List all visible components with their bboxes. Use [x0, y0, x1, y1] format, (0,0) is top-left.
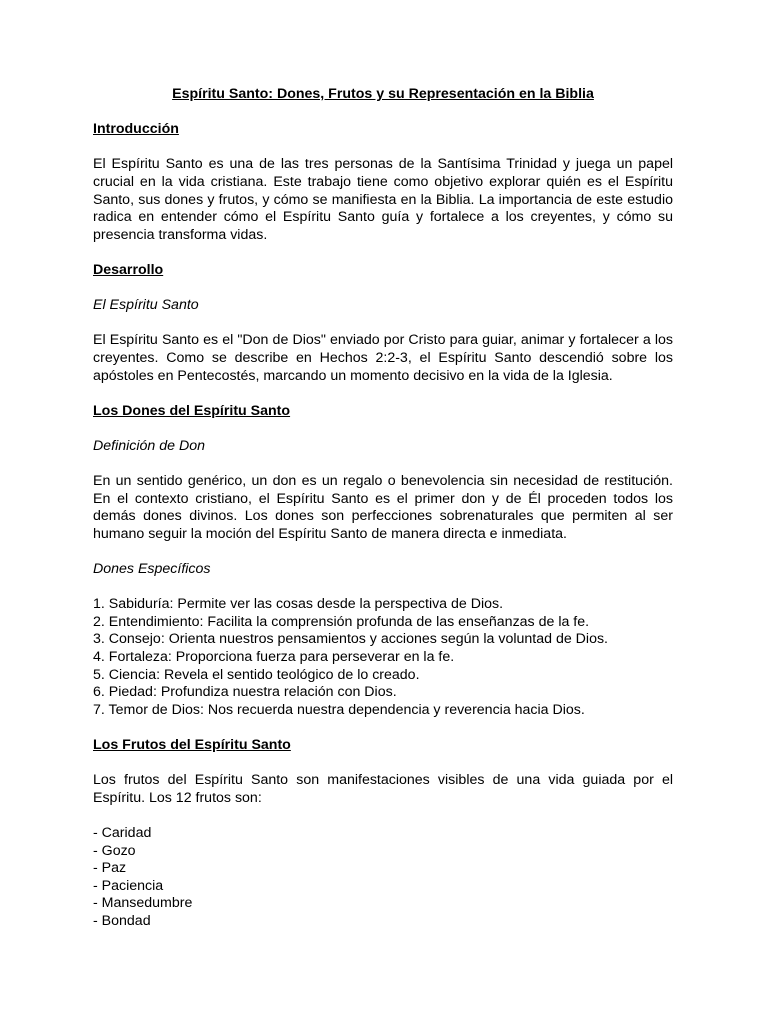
definicion-paragraph: En un sentido genérico, un don es un regalo o benevolencia sin necesidad de restitución. En el contexto cristiano, el Espíritu Santo es el primer don y de Él proceden todos los demás dones divinos. Los dones son perfecciones sobrenaturales que permiten al ser humano seguir la moción del Espíritu Santo de manera directa e inmediata.: [93, 473, 673, 542]
list-item: 6. Piedad: Profundiza nuestra relación con Dios.: [93, 684, 397, 701]
intro-paragraph: El Espíritu Santo es una de las tres personas de la Santísima Trinidad y juega un papel crucial en la vida cristiana. Este trabajo tiene como objetivo explorar quién es el Espíritu Santo, sus dones y frutos, y cómo se manifiesta en la Biblia. La importancia de este estudio radica en entender cómo el Espíritu Santo guía y fortalece a los creyentes, y cómo su presencia transforma vidas.: [93, 156, 673, 243]
list-item: 3. Consejo: Orienta nuestros pensamientos y acciones según la voluntad de Dios.: [93, 631, 608, 648]
list-item: 1. Sabiduría: Permite ver las cosas desde la perspectiva de Dios.: [93, 596, 504, 613]
frutos-list: [93, 825, 673, 931]
list-item: - Mansedumbre: [93, 895, 193, 912]
list-item: - Caridad: [93, 824, 152, 841]
dones-list: [93, 596, 673, 719]
list-item: - Paz: [93, 860, 127, 877]
document-title: Espíritu Santo: Dones, Frutos y su Representación en la Biblia: [172, 86, 594, 102]
list-item: - Bondad: [93, 912, 151, 929]
list-item: 4. Fortaleza: Proporciona fuerza para perseverar en la fe.: [93, 649, 455, 665]
frutos-heading: Los Frutos del Espíritu Santo: [93, 736, 291, 753]
list-item: 2. Entendimiento: Facilita la comprensión profunda de las enseñanzas de la fe.: [93, 613, 590, 630]
frutos-paragraph: Los frutos del Espíritu Santo son manifestaciones visibles de una vida guiada por el Espíritu. Los 12 frutos son:: [93, 772, 673, 806]
list-item: 7. Temor de Dios: Nos recuerda nuestra dependencia y reverencia hacia Dios.: [93, 701, 585, 718]
definicion-subheading: Definición de Don: [93, 437, 205, 454]
dones-heading: Los Dones del Espíritu Santo: [93, 402, 291, 419]
list-item: - Gozo: [93, 842, 136, 859]
desarrollo-heading: Desarrollo: [93, 261, 164, 278]
espiritu-santo-subheading: El Espíritu Santo: [93, 297, 199, 314]
list-item: 5. Ciencia: Revela el sentido teológico de lo creado.: [93, 666, 420, 683]
dones-especificos-subheading: Dones Específicos: [93, 561, 211, 578]
intro-heading: Introducción: [93, 121, 179, 138]
list-item: - Paciencia: [93, 877, 164, 894]
desarrollo-paragraph: El Espíritu Santo es el "Don de Dios" enviado por Cristo para guiar, animar y fortalecer a los creyentes. Como se describe en Hechos 2:2-3, el Espíritu Santo descendió sobre los apóstoles en Pentecostés, marcando un momento decisivo en la vida de la Iglesia.: [93, 332, 673, 384]
